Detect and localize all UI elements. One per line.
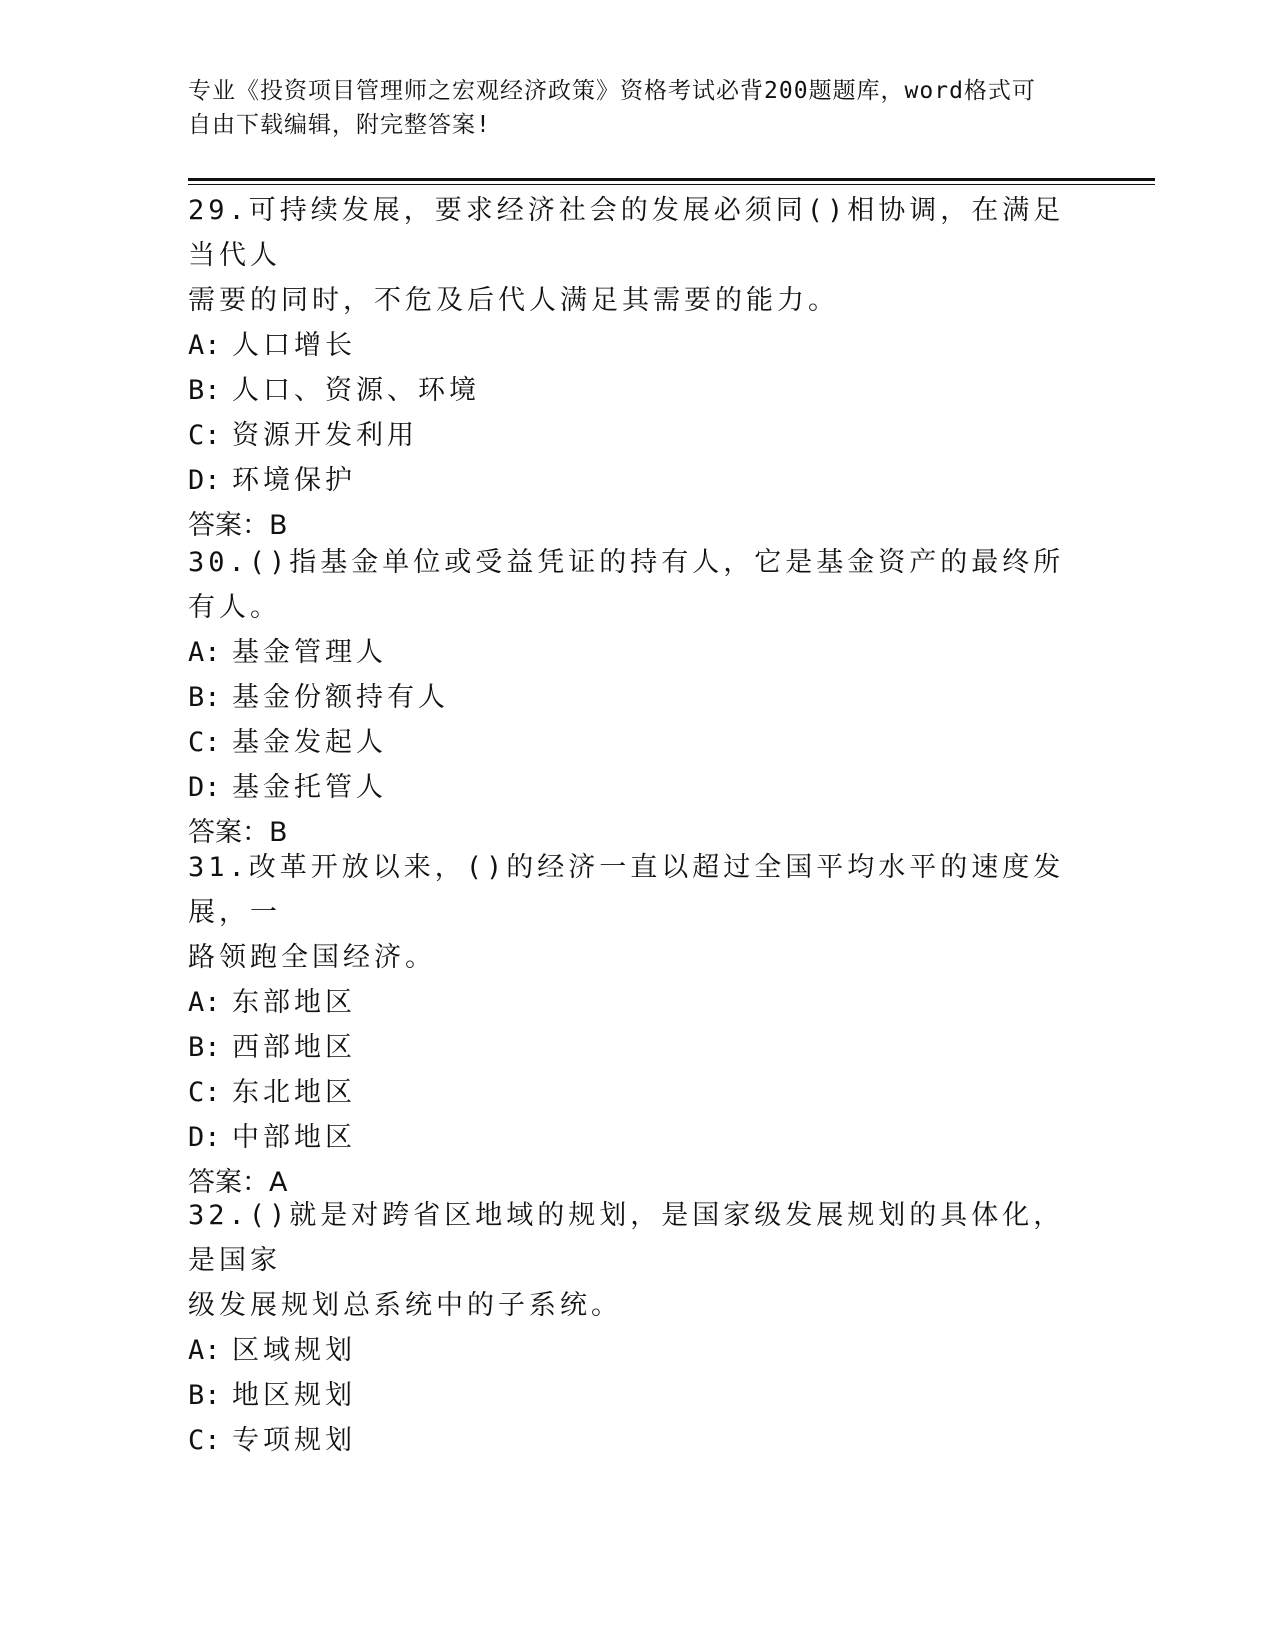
question-stem-line: 29.可持续发展，要求经济社会的发展必须同()相协调，在满足当代人 — [188, 195, 1065, 271]
answer-line: 答案：A — [188, 1167, 288, 1198]
option-b — [188, 368, 1088, 413]
answer-line: 答案：B — [188, 817, 288, 848]
option-text: 东部地区 — [232, 987, 356, 1018]
question-stem-line: 31.改革开放以来，()的经济一直以超过全国平均水平的速度发展，一 — [188, 852, 1065, 928]
option-key: A: — [188, 637, 221, 668]
option-key: D: — [188, 772, 221, 803]
option-text: 环境保护 — [232, 465, 356, 496]
header-line-1: 专业《投资项目管理师之宏观经济政策》资格考试必背200题题库，word格式可 — [188, 78, 1036, 104]
option-d — [188, 765, 1088, 810]
option-a — [188, 630, 1088, 675]
header-divider-thick — [188, 178, 1155, 181]
option-key: B: — [188, 1032, 221, 1063]
option-key: B: — [188, 1380, 221, 1411]
option-key: A: — [188, 1335, 221, 1366]
header-divider-thin — [188, 184, 1155, 185]
option-a — [188, 980, 1088, 1025]
option-key: B: — [188, 375, 221, 406]
option-d — [188, 1115, 1088, 1160]
option-text: 人口、资源、环境 — [232, 375, 480, 406]
question-stem-line: 30.()指基金单位或受益凭证的持有人，它是基金资产的最终所有人。 — [188, 547, 1065, 623]
option-text: 东北地区 — [232, 1077, 356, 1108]
option-key: B: — [188, 682, 221, 713]
option-b — [188, 1025, 1088, 1070]
question-31 — [188, 845, 1088, 1205]
option-text: 基金管理人 — [232, 637, 387, 668]
option-key: A: — [188, 987, 221, 1018]
option-key: C: — [188, 1425, 221, 1456]
option-key: D: — [188, 1122, 221, 1153]
option-a — [188, 323, 1088, 368]
question-stem-line: 路领跑全国经济。 — [188, 942, 436, 973]
option-text: 中部地区 — [232, 1122, 356, 1153]
option-text: 基金份额持有人 — [232, 682, 449, 713]
document-header — [188, 74, 1088, 142]
question-stem-line: 级发展规划总系统中的子系统。 — [188, 1290, 622, 1321]
option-text: 基金发起人 — [232, 727, 387, 758]
question-32 — [188, 1193, 1088, 1463]
option-key: C: — [188, 420, 221, 451]
option-c — [188, 720, 1088, 765]
option-key: A: — [188, 330, 221, 361]
option-key: C: — [188, 1077, 221, 1108]
option-text: 专项规划 — [232, 1425, 356, 1456]
option-a — [188, 1328, 1088, 1373]
option-c — [188, 1070, 1088, 1115]
question-stem-line: 需要的同时，不危及后代人满足其需要的能力。 — [188, 285, 839, 316]
option-text: 西部地区 — [232, 1032, 356, 1063]
option-text: 地区规划 — [232, 1380, 356, 1411]
option-text: 资源开发利用 — [232, 420, 418, 451]
option-text: 人口增长 — [232, 330, 356, 361]
question-29 — [188, 188, 1088, 548]
header-line-2: 自由下载编辑，附完整答案! — [188, 112, 491, 138]
option-text: 区域规划 — [232, 1335, 356, 1366]
option-c — [188, 413, 1088, 458]
option-key: D: — [188, 465, 221, 496]
question-stem-line: 32.()就是对跨省区地域的规划，是国家级发展规划的具体化，是国家 — [188, 1200, 1065, 1276]
option-c — [188, 1418, 1088, 1463]
option-text: 基金托管人 — [232, 772, 387, 803]
question-30 — [188, 540, 1088, 855]
option-b — [188, 1373, 1088, 1418]
option-key: C: — [188, 727, 221, 758]
answer-line: 答案：B — [188, 510, 288, 541]
option-d — [188, 458, 1088, 503]
option-b — [188, 675, 1088, 720]
